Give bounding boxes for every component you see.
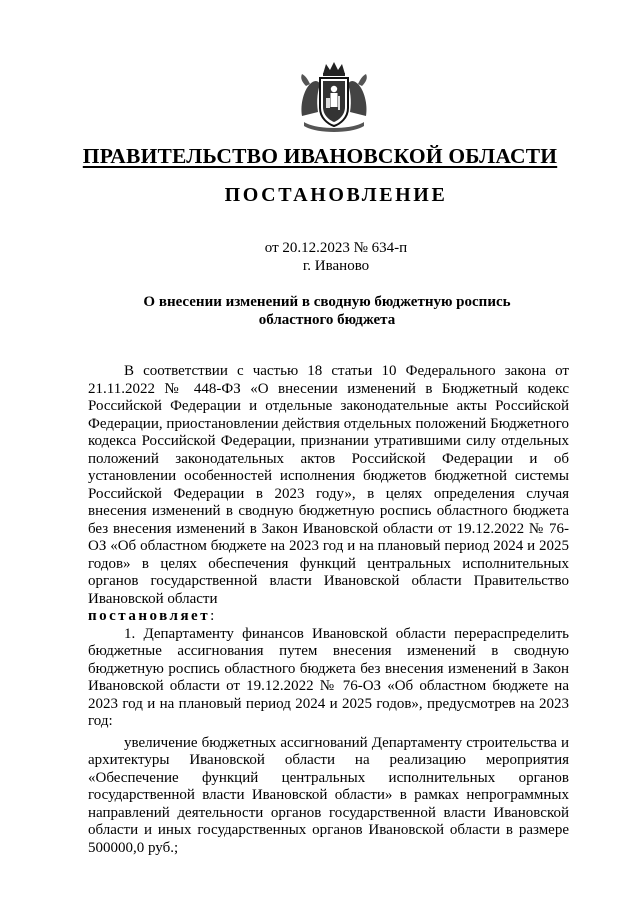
coat-of-arms-icon	[296, 60, 372, 134]
resolves-line	[88, 608, 569, 626]
preamble-paragraph: В соответствии с частью 18 статьи 10 Федерального закона от 21.11.2022 № 448-ФЗ «О внесении изменений в Бюджетный кодекс Российской Федерации и отдельные законодательные акты Российской Федерации, приостановлении действия отдельных положений Бюджетного кодекса Российской Федерации, признании утратившими силу отдельных положений законодательных актов Российской Федерации и об установлении особенностей исполнения бюджетов бюджетной системы Российской Федерации в 2023 году», в целях определения случая внесения изменений в сводную бюджетную роспись областного бюджета без внесения изменений в Закон Ивановской области от 19.12.2022 № 76-ОЗ «Об областном бюджете на 2023 год и на плановый период 2024 и 2025 годов» в целях обеспечения функций центральных исполнительных органов государственной власти Ивановской области Правительство Ивановской области	[88, 363, 569, 607]
resolves-colon: :	[210, 608, 215, 624]
date-number: от 20.12.2023 № 634-п	[264, 240, 408, 256]
item-1-paragraph: 1. Департаменту финансов Ивановской области перераспределить бюджетные ассигнования путем внесения изменений в сводную бюджетную роспись областного бюджета без внесения изменений в Закон Ивановской области от 19.12.2022 № 76-ОЗ «Об областном бюджете на 2023 год и на плановый период 2024 и 2025 годов», предусмотрев на 2023 год:	[88, 625, 569, 729]
document-body	[88, 363, 569, 857]
city: г. Иваново	[302, 258, 370, 274]
organization-title: ПРАВИТЕЛЬСТВО ИВАНОВСКОЙ ОБЛАСТИ	[82, 144, 558, 168]
document-subject	[0, 293, 640, 329]
date-block	[0, 239, 640, 275]
subject-line-1: О внесении изменений в сводную бюджетную роспись	[143, 294, 511, 310]
item-1-sub-paragraph: увеличение бюджетных ассигнований Департаменту строительства и архитектуры Ивановской области на реализацию мероприятия «Обеспечение функций центральных исполнительных органов государственной власти Ивановской области» в рамках непрограммных направлений деятельности органов государственной власти Ивановской области и иных государственных органов Ивановской области в размере 500000,0 руб.;	[88, 734, 569, 856]
resolves-word: постановляет	[88, 608, 211, 624]
subject-line-2: областного бюджета	[258, 312, 396, 328]
document-type: ПОСТАНОВЛЕНИЕ	[224, 184, 448, 206]
